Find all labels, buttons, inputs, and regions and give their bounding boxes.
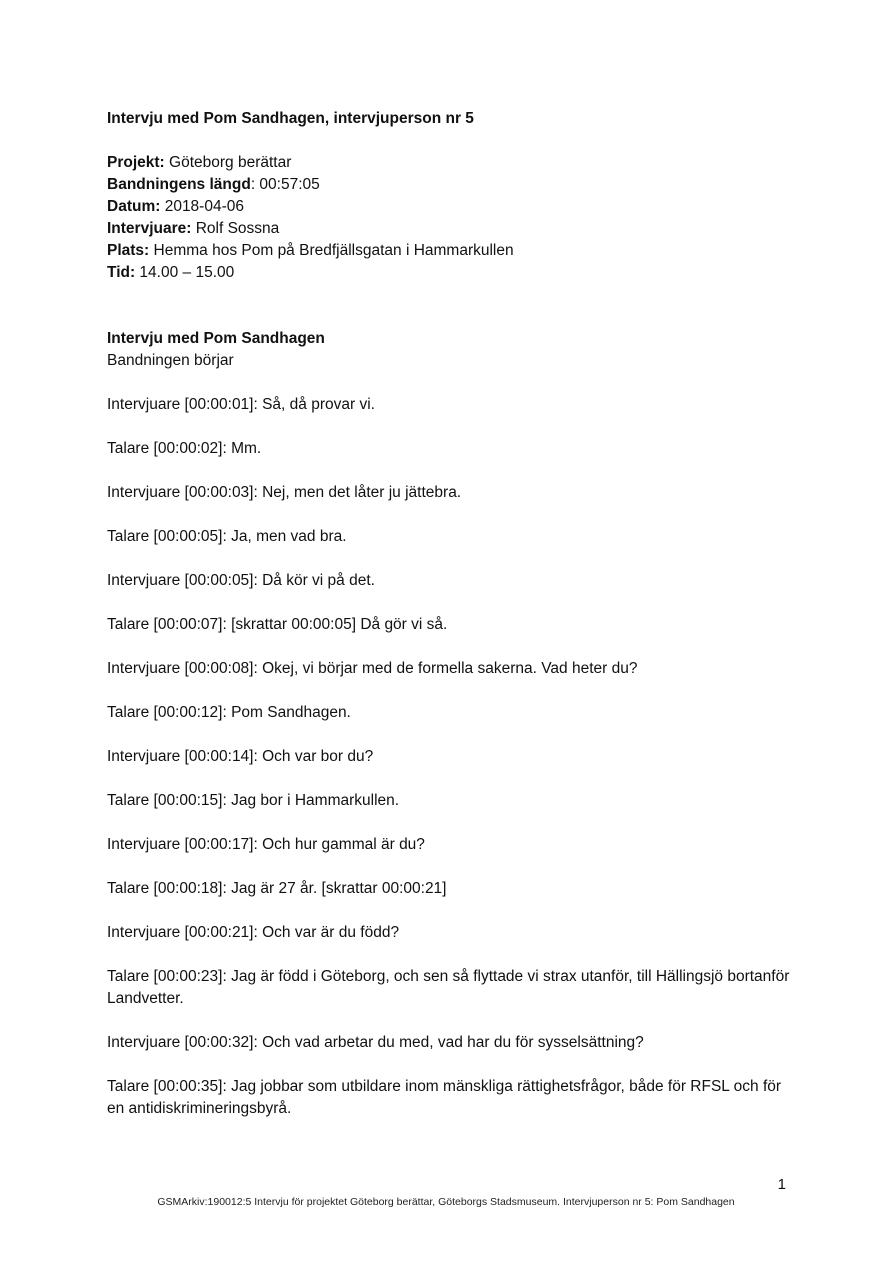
meta-interviewer	[107, 218, 797, 240]
meta-value: : 00:57:05	[250, 176, 320, 193]
transcript-turn: Talare [00:00:35]: Jag jobbar som utbildare inom mänskliga rättighetsfrågor, både för RFSL och för en antidiskrimineringsbyrå.	[107, 1078, 782, 1117]
meta-value: Rolf Sossna	[191, 220, 280, 237]
meta-recording-length	[107, 174, 797, 196]
transcript-turn: Intervjuare [00:00:17]: Och hur gammal är du?	[107, 836, 425, 853]
section-heading: Intervju med Pom Sandhagen	[107, 330, 325, 347]
section-subheading: Bandningen börjar	[107, 352, 234, 369]
meta-label: Projekt:	[107, 154, 165, 171]
transcript-turn: Talare [00:00:02]: Mm.	[107, 440, 262, 457]
transcript-turn: Talare [00:00:15]: Jag bor i Hammarkullen.	[107, 792, 400, 809]
meta-label: Plats:	[107, 242, 150, 259]
transcript-turn: Talare [00:00:07]: [skrattar 00:00:05] Då gör vi så.	[107, 616, 448, 633]
meta-label: Bandningens längd	[107, 176, 251, 193]
meta-project	[107, 152, 797, 174]
meta-value: 2018-04-06	[160, 198, 244, 215]
transcript-turn: Intervjuare [00:00:21]: Och var är du född?	[107, 924, 400, 941]
meta-value: Göteborg berättar	[164, 154, 292, 171]
meta-label: Intervjuare:	[107, 220, 192, 237]
transcript	[107, 394, 797, 1120]
meta-date	[107, 196, 797, 218]
transcript-turn: Talare [00:00:05]: Ja, men vad bra.	[107, 528, 347, 545]
transcript-turn: Talare [00:00:18]: Jag är 27 år. [skrattar 00:00:21]	[107, 880, 447, 897]
meta-place	[107, 240, 797, 262]
transcript-turn: Talare [00:00:23]: Jag är född i Göteborg, och sen så flyttade vi strax utanför, till Hällingsjö bortanför Landvetter.	[107, 968, 790, 1007]
transcript-turn: Intervjuare [00:00:01]: Så, då provar vi.	[107, 396, 375, 413]
transcript-turn: Intervjuare [00:00:03]: Nej, men det låter ju jättebra.	[107, 484, 462, 501]
transcript-turn: Intervjuare [00:00:05]: Då kör vi på det.	[107, 572, 375, 589]
meta-time	[107, 262, 797, 284]
meta-label: Tid:	[107, 264, 136, 281]
document-page	[107, 108, 797, 1142]
transcript-turn: Intervjuare [00:00:08]: Okej, vi börjar med de formella sakerna. Vad heter du?	[107, 660, 638, 677]
metadata-block	[107, 152, 797, 284]
meta-value: Hemma hos Pom på Bredfjällsgatan i Hammarkullen	[149, 242, 514, 259]
document-title: Intervju med Pom Sandhagen, intervjuperson nr 5	[107, 110, 474, 127]
page-footer: GSMArkiv:190012:5 Intervju för projektet Göteborg berättar, Göteborgs Stadsmuseum. Intervjuperson nr 5: Pom Sandhagen	[157, 1196, 735, 1208]
meta-label: Datum:	[107, 198, 161, 215]
meta-value: 14.00 – 15.00	[135, 264, 235, 281]
page-number: 1	[777, 1176, 786, 1193]
transcript-turn: Intervjuare [00:00:14]: Och var bor du?	[107, 748, 374, 765]
transcript-turn: Intervjuare [00:00:32]: Och vad arbetar du med, vad har du för sysselsättning?	[107, 1034, 644, 1051]
transcript-turn: Talare [00:00:12]: Pom Sandhagen.	[107, 704, 351, 721]
